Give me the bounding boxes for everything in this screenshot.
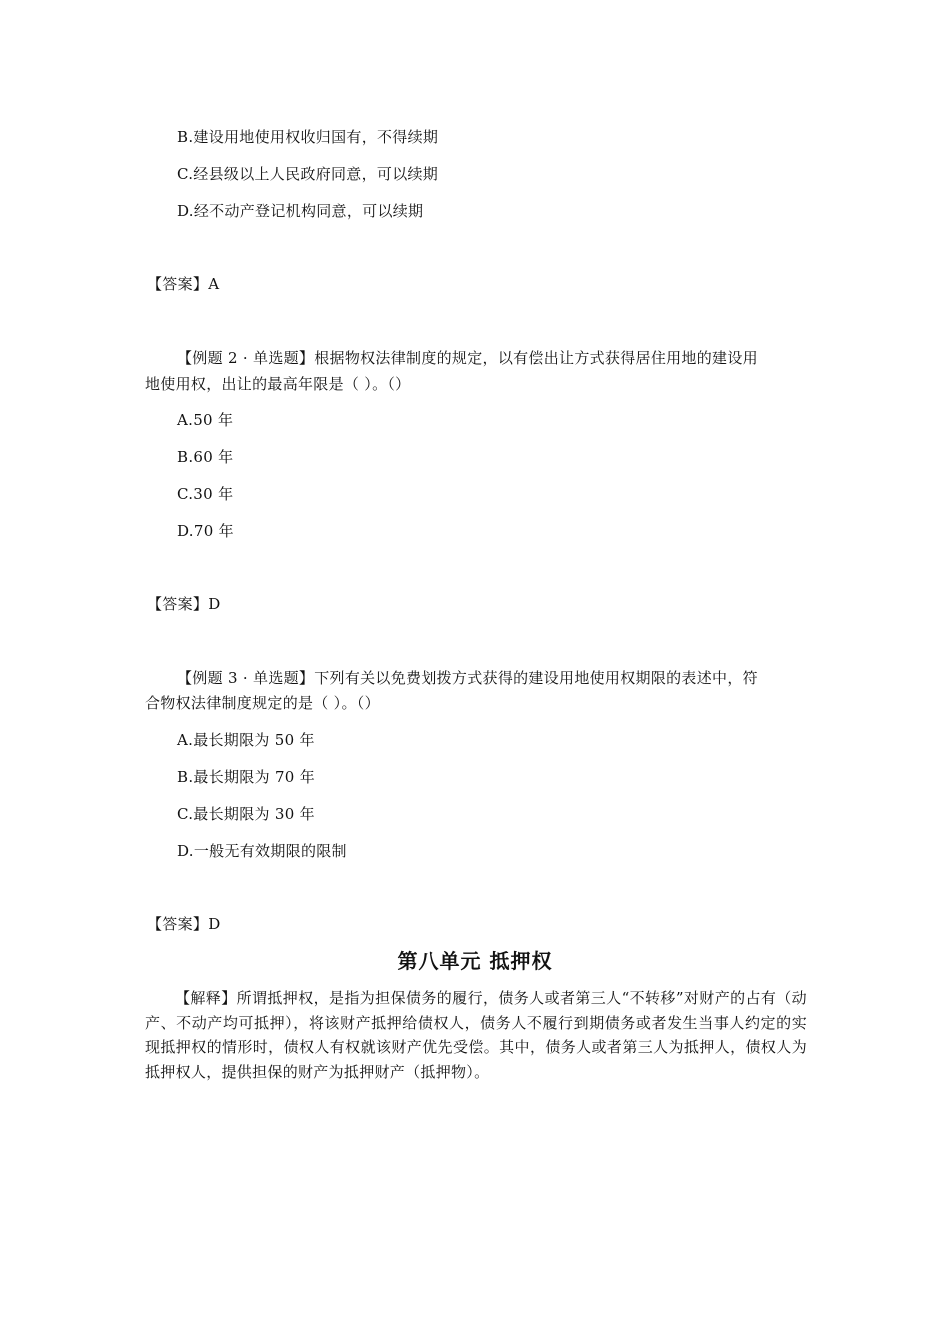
section-title: 第八单元 抵押权: [397, 949, 553, 973]
option-c: C.经县级以上人民政府同意，可以续期: [177, 165, 439, 183]
option-c: C.30 年: [177, 485, 234, 503]
option-a: A.50 年: [177, 411, 234, 429]
option-d: D.一般无有效期限的限制: [177, 842, 347, 860]
answer-label: 【答案】A: [147, 275, 220, 293]
option-b: B.最长期限为 70 年: [177, 768, 316, 786]
option-a: A.最长期限为 50 年: [177, 731, 315, 749]
question-3-line-1: 【例题 3 · 单选题】下列有关以免费划拨方式获得的建设用地使用权期限的表述中，符: [177, 669, 758, 687]
option-d: D.经不动产登记机构同意，可以续期: [177, 202, 424, 220]
option-d: D.70 年: [177, 522, 234, 540]
option-b: B.建设用地使用权收归国有，不得续期: [177, 128, 439, 146]
option-c: C.最长期限为 30 年: [177, 805, 315, 823]
answer-label: 【答案】D: [147, 595, 221, 613]
answer-label: 【答案】D: [147, 915, 221, 933]
question-3-line-2: 合物权法律制度规定的是（ ）。（）: [145, 694, 380, 712]
question-2-line-1: 【例题 2 · 单选题】根据物权法律制度的规定，以有偿出让方式获得居住用地的建设用: [177, 349, 758, 367]
option-b: B.60 年: [177, 448, 234, 466]
explanation-paragraph: 【解释】所谓抵押权，是指为担保债务的履行，债务人或者第三人“不转移”对财产的占有（动产、不动产均可抵押），将该财产抵押给债权人，债务人不履行到期债务或者发生当事人约定的实现抵押权的情形时，债权人有权就该财产优先受偿。其中，债务人或者第三人为抵押人，债权人为抵押权人，提供担保的财产为抵押财产（抵押物）。: [145, 989, 807, 1081]
question-2-line-2: 地使用权，出让的最高年限是（ ）。（）: [145, 375, 411, 393]
